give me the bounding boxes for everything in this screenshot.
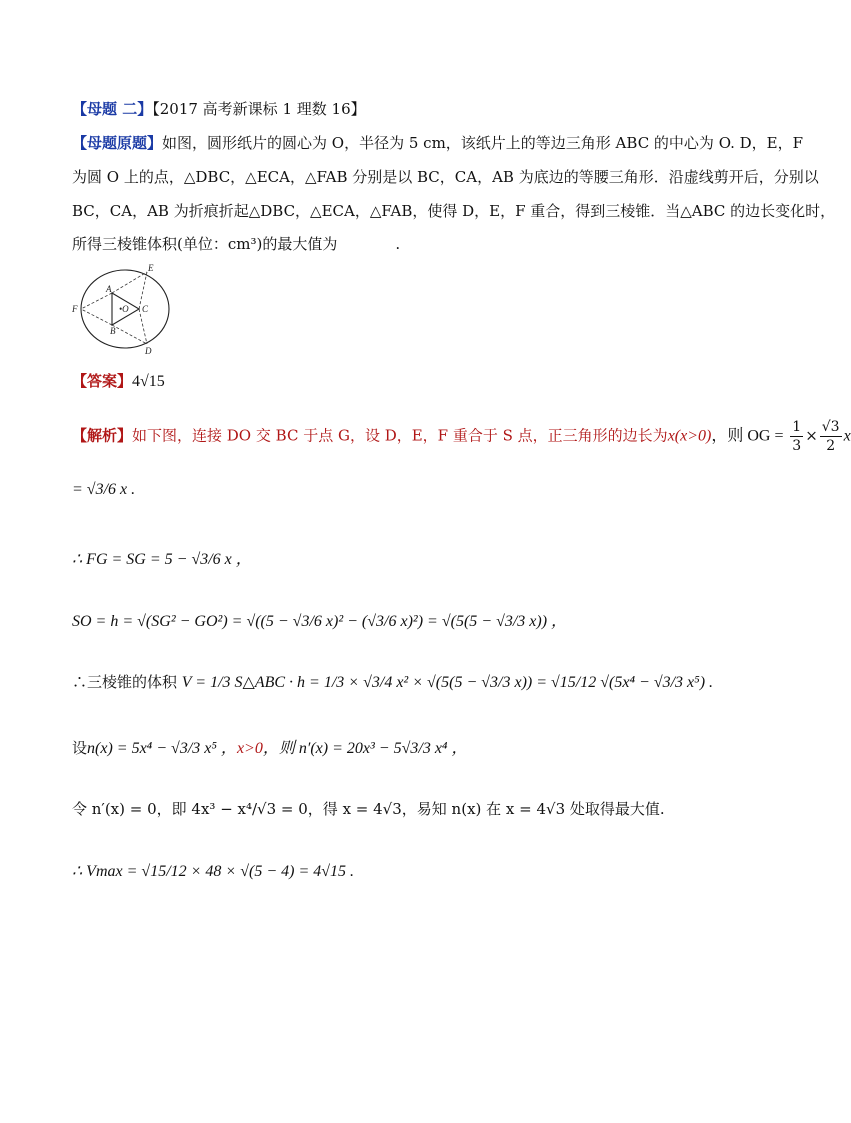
figure-dash-bf [81, 309, 112, 325]
header-tag: 【母题 二】 [72, 100, 153, 118]
answer-tag: 【答案】 [72, 372, 133, 390]
solution-text-1: 如下图，连接 DO 交 BC 于点 G，设 D，E，F 重合于 S 点，正三角形的边长为 [132, 426, 668, 445]
answer-line [72, 371, 165, 392]
problem-line-2: 为圆 O 上的点，△DBC，△ECA，△FAB 分别是以 BC，CA，AB 为底边的等腰三角形．沿虚线剪开后，分别以 [72, 168, 819, 186]
problem-line-1 [72, 133, 803, 153]
problem-line-4 [72, 234, 400, 254]
solution-formula-6b: ，则 n′(x) = 20x³ − 5√3/3 x⁴ ， [262, 740, 468, 757]
solution-line-8: ∴ Vmax = √15/12 × 48 × √(5 − 4) = 4√15 . [72, 863, 355, 880]
solution-line-2: = √3/6 x . [72, 481, 136, 498]
solution-cond-1: x(x>0) [667, 427, 712, 445]
label-f: F [72, 304, 78, 314]
label-b: B [110, 326, 116, 336]
answer-value: 4√15 [132, 373, 165, 390]
circle-figure [72, 264, 180, 356]
solution-formula-5: V = 1/3 S△ABC · h = 1/3 × √3/4 x² × √(5(5 − √3/3 x)) = √15/12 √(5x⁴ − √3/3 x⁵) . [181, 674, 714, 691]
figure-dash-af [81, 293, 112, 309]
problem-tag: 【母题原题】 [72, 134, 163, 152]
problem-line-3: BC，CA，AB 为折痕折起△DBC，△ECA，△FAB，使得 D，E，F 重合，得到三棱锥．当△ABC 的边长变化时， [72, 202, 836, 220]
solution-prefix-6: 设 [72, 739, 88, 757]
frac-one-third: $\frac{1}{3}$ [792, 419, 802, 454]
figure-dash-ae [112, 272, 147, 293]
solution-prefix-5: ∴三棱锥的体积 [72, 673, 178, 691]
label-a: A [106, 284, 112, 294]
problem-text-1: 如图，圆形纸片的圆心为 O，半径为 5 cm，该纸片上的等边三角形 ABC 的中心为 O. D，E，F [162, 134, 804, 152]
figure-dash-cd [139, 309, 147, 344]
solution-line-3: ∴ FG = SG = 5 − √3/6 x ， [72, 551, 252, 568]
problem-text-4: 所得三棱锥体积(单位：cm³)的最大值为 [72, 235, 338, 253]
solution-formula-6a: n(x) = 5x⁴ − √3/3 x⁵ ， [87, 740, 237, 757]
label-c: C [142, 304, 149, 314]
solution-line-1: 【解析】如下图，连接 DO 交 BC 于点 G，设 D，E，F 重合于 S 点，正三角形的边长为x(x>0)，则 OG = $\frac{1}{3}$ × $\frac{√3}{2}$ x [72, 419, 851, 454]
figure-dash-bd [112, 325, 147, 344]
solution-line-6 [72, 738, 468, 759]
header-line [72, 99, 366, 119]
solution-tag: 【解析】 [72, 426, 133, 445]
frac-root3-over-2: $\frac{√3}{2}$ [821, 419, 840, 454]
label-e: E [148, 263, 154, 273]
solution-tail-1: ，则 OG = [711, 427, 784, 445]
solution-cond-6: x>0 [236, 740, 263, 757]
solution-line-7: 令 n′(x) = 0，即 4x³ − x⁴/√3 = 0，得 x = 4√3，易知 n(x) 在 x = 4√3 处取得最大值. [72, 800, 665, 818]
solution-line-4: SO = h = √(SG² − GO²) = √((5 − √3/6 x)² − (√3/6 x)²) = √(5(5 − √3/3 x)) ， [72, 613, 568, 630]
label-d: D [145, 346, 152, 356]
label-o: •O [119, 304, 129, 314]
header-source: 【2017 高考新课标 1 理数 16】 [152, 100, 366, 118]
problem-text-4-end: . [395, 235, 401, 253]
solution-line-5 [72, 672, 713, 693]
